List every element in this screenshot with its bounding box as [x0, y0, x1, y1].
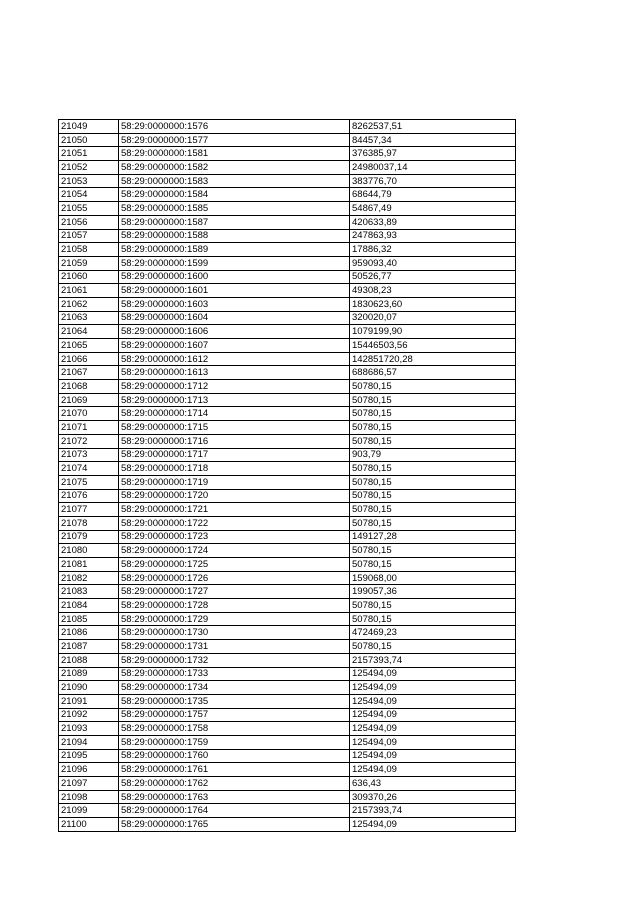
cadastral-code-cell: 58:29:0000000:1721	[119, 503, 350, 517]
table-row	[59, 311, 516, 325]
cadastral-code-cell: 58:29:0000000:1765	[119, 818, 350, 832]
value-cell: 50780,15	[350, 544, 516, 558]
cadastral-code-cell: 58:29:0000000:1761	[119, 763, 350, 777]
table-row	[59, 530, 516, 544]
row-number-cell: 21098	[59, 790, 119, 804]
cadastral-code-cell: 58:29:0000000:1587	[119, 215, 350, 229]
value-cell: 688686,57	[350, 366, 516, 380]
table-row	[59, 790, 516, 804]
row-number-cell: 21073	[59, 448, 119, 462]
value-cell: 636,43	[350, 777, 516, 791]
cadastral-code-cell: 58:29:0000000:1717	[119, 448, 350, 462]
row-number-cell: 21054	[59, 188, 119, 202]
table-row	[59, 161, 516, 175]
table-row	[59, 777, 516, 791]
row-number-cell: 21050	[59, 133, 119, 147]
row-number-cell: 21075	[59, 475, 119, 489]
value-cell: 50780,15	[350, 516, 516, 530]
cadastral-code-cell: 58:29:0000000:1730	[119, 626, 350, 640]
table-row	[59, 462, 516, 476]
table-row	[59, 640, 516, 654]
table-row	[59, 681, 516, 695]
cadastral-code-cell: 58:29:0000000:1760	[119, 749, 350, 763]
cadastral-code-cell: 58:29:0000000:1585	[119, 202, 350, 216]
value-cell: 84457,34	[350, 133, 516, 147]
row-number-cell: 21072	[59, 434, 119, 448]
value-cell: 54867,49	[350, 202, 516, 216]
cadastral-code-cell: 58:29:0000000:1603	[119, 297, 350, 311]
row-number-cell: 21064	[59, 325, 119, 339]
value-cell: 50780,15	[350, 462, 516, 476]
table-row	[59, 229, 516, 243]
table-row	[59, 120, 516, 134]
cadastral-code-cell: 58:29:0000000:1759	[119, 735, 350, 749]
cadastral-code-cell: 58:29:0000000:1577	[119, 133, 350, 147]
row-number-cell: 21070	[59, 407, 119, 421]
table-row	[59, 708, 516, 722]
data-table	[58, 119, 516, 832]
row-number-cell: 21059	[59, 256, 119, 270]
table-row	[59, 626, 516, 640]
row-number-cell: 21090	[59, 681, 119, 695]
cadastral-code-cell: 58:29:0000000:1720	[119, 489, 350, 503]
cadastral-code-cell: 58:29:0000000:1588	[119, 229, 350, 243]
row-number-cell: 21091	[59, 694, 119, 708]
value-cell: 50780,15	[350, 407, 516, 421]
table-row	[59, 558, 516, 572]
table-row	[59, 147, 516, 161]
value-cell: 125494,09	[350, 722, 516, 736]
table-row	[59, 393, 516, 407]
cadastral-code-cell: 58:29:0000000:1725	[119, 558, 350, 572]
cadastral-code-cell: 58:29:0000000:1757	[119, 708, 350, 722]
table-row	[59, 571, 516, 585]
value-cell: 50780,15	[350, 558, 516, 572]
row-number-cell: 21080	[59, 544, 119, 558]
cadastral-code-cell: 58:29:0000000:1606	[119, 325, 350, 339]
table-row	[59, 516, 516, 530]
value-cell: 309370,26	[350, 790, 516, 804]
row-number-cell: 21099	[59, 804, 119, 818]
table-row	[59, 256, 516, 270]
value-cell: 50780,15	[350, 640, 516, 654]
table-row	[59, 612, 516, 626]
value-cell: 50780,15	[350, 503, 516, 517]
value-cell: 15446503,56	[350, 339, 516, 353]
value-cell: 50780,15	[350, 434, 516, 448]
row-number-cell: 21092	[59, 708, 119, 722]
row-number-cell: 21051	[59, 147, 119, 161]
cadastral-code-cell: 58:29:0000000:1735	[119, 694, 350, 708]
row-number-cell: 21061	[59, 284, 119, 298]
cadastral-code-cell: 58:29:0000000:1763	[119, 790, 350, 804]
table-row	[59, 694, 516, 708]
value-cell: 142851720,28	[350, 352, 516, 366]
row-number-cell: 21097	[59, 777, 119, 791]
cadastral-code-cell: 58:29:0000000:1600	[119, 270, 350, 284]
value-cell: 159068,00	[350, 571, 516, 585]
value-cell: 383776,70	[350, 174, 516, 188]
row-number-cell: 21058	[59, 243, 119, 257]
row-number-cell: 21082	[59, 571, 119, 585]
table-row	[59, 339, 516, 353]
value-cell: 68644,79	[350, 188, 516, 202]
table-row	[59, 818, 516, 832]
table-row	[59, 585, 516, 599]
value-cell: 199057,36	[350, 585, 516, 599]
value-cell: 17886,32	[350, 243, 516, 257]
value-cell: 125494,09	[350, 694, 516, 708]
cadastral-code-cell: 58:29:0000000:1583	[119, 174, 350, 188]
row-number-cell: 21078	[59, 516, 119, 530]
cadastral-code-cell: 58:29:0000000:1764	[119, 804, 350, 818]
row-number-cell: 21086	[59, 626, 119, 640]
table-row	[59, 215, 516, 229]
table-row	[59, 503, 516, 517]
table-row	[59, 421, 516, 435]
table-row	[59, 133, 516, 147]
row-number-cell: 21074	[59, 462, 119, 476]
cadastral-code-cell: 58:29:0000000:1607	[119, 339, 350, 353]
table-row	[59, 174, 516, 188]
cadastral-code-cell: 58:29:0000000:1584	[119, 188, 350, 202]
cadastral-code-cell: 58:29:0000000:1719	[119, 475, 350, 489]
value-cell: 2157393,74	[350, 804, 516, 818]
value-cell: 125494,09	[350, 708, 516, 722]
row-number-cell: 21062	[59, 297, 119, 311]
value-cell: 50780,15	[350, 380, 516, 394]
value-cell: 420633,89	[350, 215, 516, 229]
value-cell: 50780,15	[350, 393, 516, 407]
table-row	[59, 544, 516, 558]
cadastral-code-cell: 58:29:0000000:1731	[119, 640, 350, 654]
value-cell: 2157393,74	[350, 653, 516, 667]
row-number-cell: 21076	[59, 489, 119, 503]
table-row	[59, 763, 516, 777]
table-row	[59, 599, 516, 613]
table-row	[59, 749, 516, 763]
row-number-cell: 21084	[59, 599, 119, 613]
row-number-cell: 21083	[59, 585, 119, 599]
cadastral-code-cell: 58:29:0000000:1589	[119, 243, 350, 257]
cadastral-code-cell: 58:29:0000000:1581	[119, 147, 350, 161]
table-row	[59, 407, 516, 421]
table-row	[59, 270, 516, 284]
table-row	[59, 366, 516, 380]
table-row	[59, 448, 516, 462]
cadastral-code-cell: 58:29:0000000:1722	[119, 516, 350, 530]
table-row	[59, 380, 516, 394]
value-cell: 24980037,14	[350, 161, 516, 175]
row-number-cell: 21056	[59, 215, 119, 229]
value-cell: 125494,09	[350, 818, 516, 832]
cadastral-code-cell: 58:29:0000000:1582	[119, 161, 350, 175]
row-number-cell: 21100	[59, 818, 119, 832]
value-cell: 959093,40	[350, 256, 516, 270]
row-number-cell: 21060	[59, 270, 119, 284]
value-cell: 50780,15	[350, 421, 516, 435]
row-number-cell: 21057	[59, 229, 119, 243]
cadastral-code-cell: 58:29:0000000:1715	[119, 421, 350, 435]
table-row	[59, 188, 516, 202]
table-row	[59, 434, 516, 448]
value-cell: 1079199,90	[350, 325, 516, 339]
value-cell: 50780,15	[350, 612, 516, 626]
value-cell: 50780,15	[350, 599, 516, 613]
value-cell: 8262537,51	[350, 120, 516, 134]
cadastral-code-cell: 58:29:0000000:1734	[119, 681, 350, 695]
table-row	[59, 325, 516, 339]
table-body	[59, 120, 516, 832]
table-row	[59, 297, 516, 311]
row-number-cell: 21055	[59, 202, 119, 216]
row-number-cell: 21095	[59, 749, 119, 763]
cadastral-code-cell: 58:29:0000000:1724	[119, 544, 350, 558]
row-number-cell: 21063	[59, 311, 119, 325]
row-number-cell: 21079	[59, 530, 119, 544]
cadastral-code-cell: 58:29:0000000:1726	[119, 571, 350, 585]
cadastral-code-cell: 58:29:0000000:1758	[119, 722, 350, 736]
value-cell: 125494,09	[350, 681, 516, 695]
cadastral-code-cell: 58:29:0000000:1728	[119, 599, 350, 613]
value-cell: 247863,93	[350, 229, 516, 243]
row-number-cell: 21081	[59, 558, 119, 572]
row-number-cell: 21077	[59, 503, 119, 517]
value-cell: 50780,15	[350, 475, 516, 489]
value-cell: 376385,97	[350, 147, 516, 161]
row-number-cell: 21067	[59, 366, 119, 380]
row-number-cell: 21085	[59, 612, 119, 626]
cadastral-code-cell: 58:29:0000000:1612	[119, 352, 350, 366]
cadastral-code-cell: 58:29:0000000:1599	[119, 256, 350, 270]
value-cell: 320020,07	[350, 311, 516, 325]
value-cell: 125494,09	[350, 763, 516, 777]
value-cell: 49308,23	[350, 284, 516, 298]
cadastral-code-cell: 58:29:0000000:1732	[119, 653, 350, 667]
row-number-cell: 21049	[59, 120, 119, 134]
value-cell: 149127,28	[350, 530, 516, 544]
value-cell: 903,79	[350, 448, 516, 462]
table-row	[59, 722, 516, 736]
table-row	[59, 475, 516, 489]
row-number-cell: 21065	[59, 339, 119, 353]
row-number-cell: 21071	[59, 421, 119, 435]
row-number-cell: 21094	[59, 735, 119, 749]
table-row	[59, 653, 516, 667]
cadastral-code-cell: 58:29:0000000:1604	[119, 311, 350, 325]
cadastral-code-cell: 58:29:0000000:1576	[119, 120, 350, 134]
table-row	[59, 284, 516, 298]
value-cell: 472469,23	[350, 626, 516, 640]
value-cell: 125494,09	[350, 749, 516, 763]
value-cell: 125494,09	[350, 735, 516, 749]
row-number-cell: 21069	[59, 393, 119, 407]
value-cell: 1830623,60	[350, 297, 516, 311]
row-number-cell: 21093	[59, 722, 119, 736]
row-number-cell: 21089	[59, 667, 119, 681]
cadastral-code-cell: 58:29:0000000:1733	[119, 667, 350, 681]
cadastral-code-cell: 58:29:0000000:1727	[119, 585, 350, 599]
cadastral-code-cell: 58:29:0000000:1613	[119, 366, 350, 380]
table-row	[59, 667, 516, 681]
cadastral-code-cell: 58:29:0000000:1716	[119, 434, 350, 448]
table-row	[59, 352, 516, 366]
cadastral-code-cell: 58:29:0000000:1714	[119, 407, 350, 421]
cadastral-code-cell: 58:29:0000000:1723	[119, 530, 350, 544]
table-row	[59, 243, 516, 257]
cadastral-code-cell: 58:29:0000000:1718	[119, 462, 350, 476]
table-row	[59, 202, 516, 216]
cadastral-code-cell: 58:29:0000000:1712	[119, 380, 350, 394]
cadastral-code-cell: 58:29:0000000:1713	[119, 393, 350, 407]
row-number-cell: 21066	[59, 352, 119, 366]
cadastral-code-cell: 58:29:0000000:1729	[119, 612, 350, 626]
row-number-cell: 21088	[59, 653, 119, 667]
row-number-cell: 21053	[59, 174, 119, 188]
row-number-cell: 21068	[59, 380, 119, 394]
cadastral-code-cell: 58:29:0000000:1601	[119, 284, 350, 298]
value-cell: 50526,77	[350, 270, 516, 284]
cadastral-code-cell: 58:29:0000000:1762	[119, 777, 350, 791]
value-cell: 125494,09	[350, 667, 516, 681]
row-number-cell: 21096	[59, 763, 119, 777]
table-row	[59, 804, 516, 818]
value-cell: 50780,15	[350, 489, 516, 503]
table-row	[59, 489, 516, 503]
row-number-cell: 21087	[59, 640, 119, 654]
row-number-cell: 21052	[59, 161, 119, 175]
table-row	[59, 735, 516, 749]
